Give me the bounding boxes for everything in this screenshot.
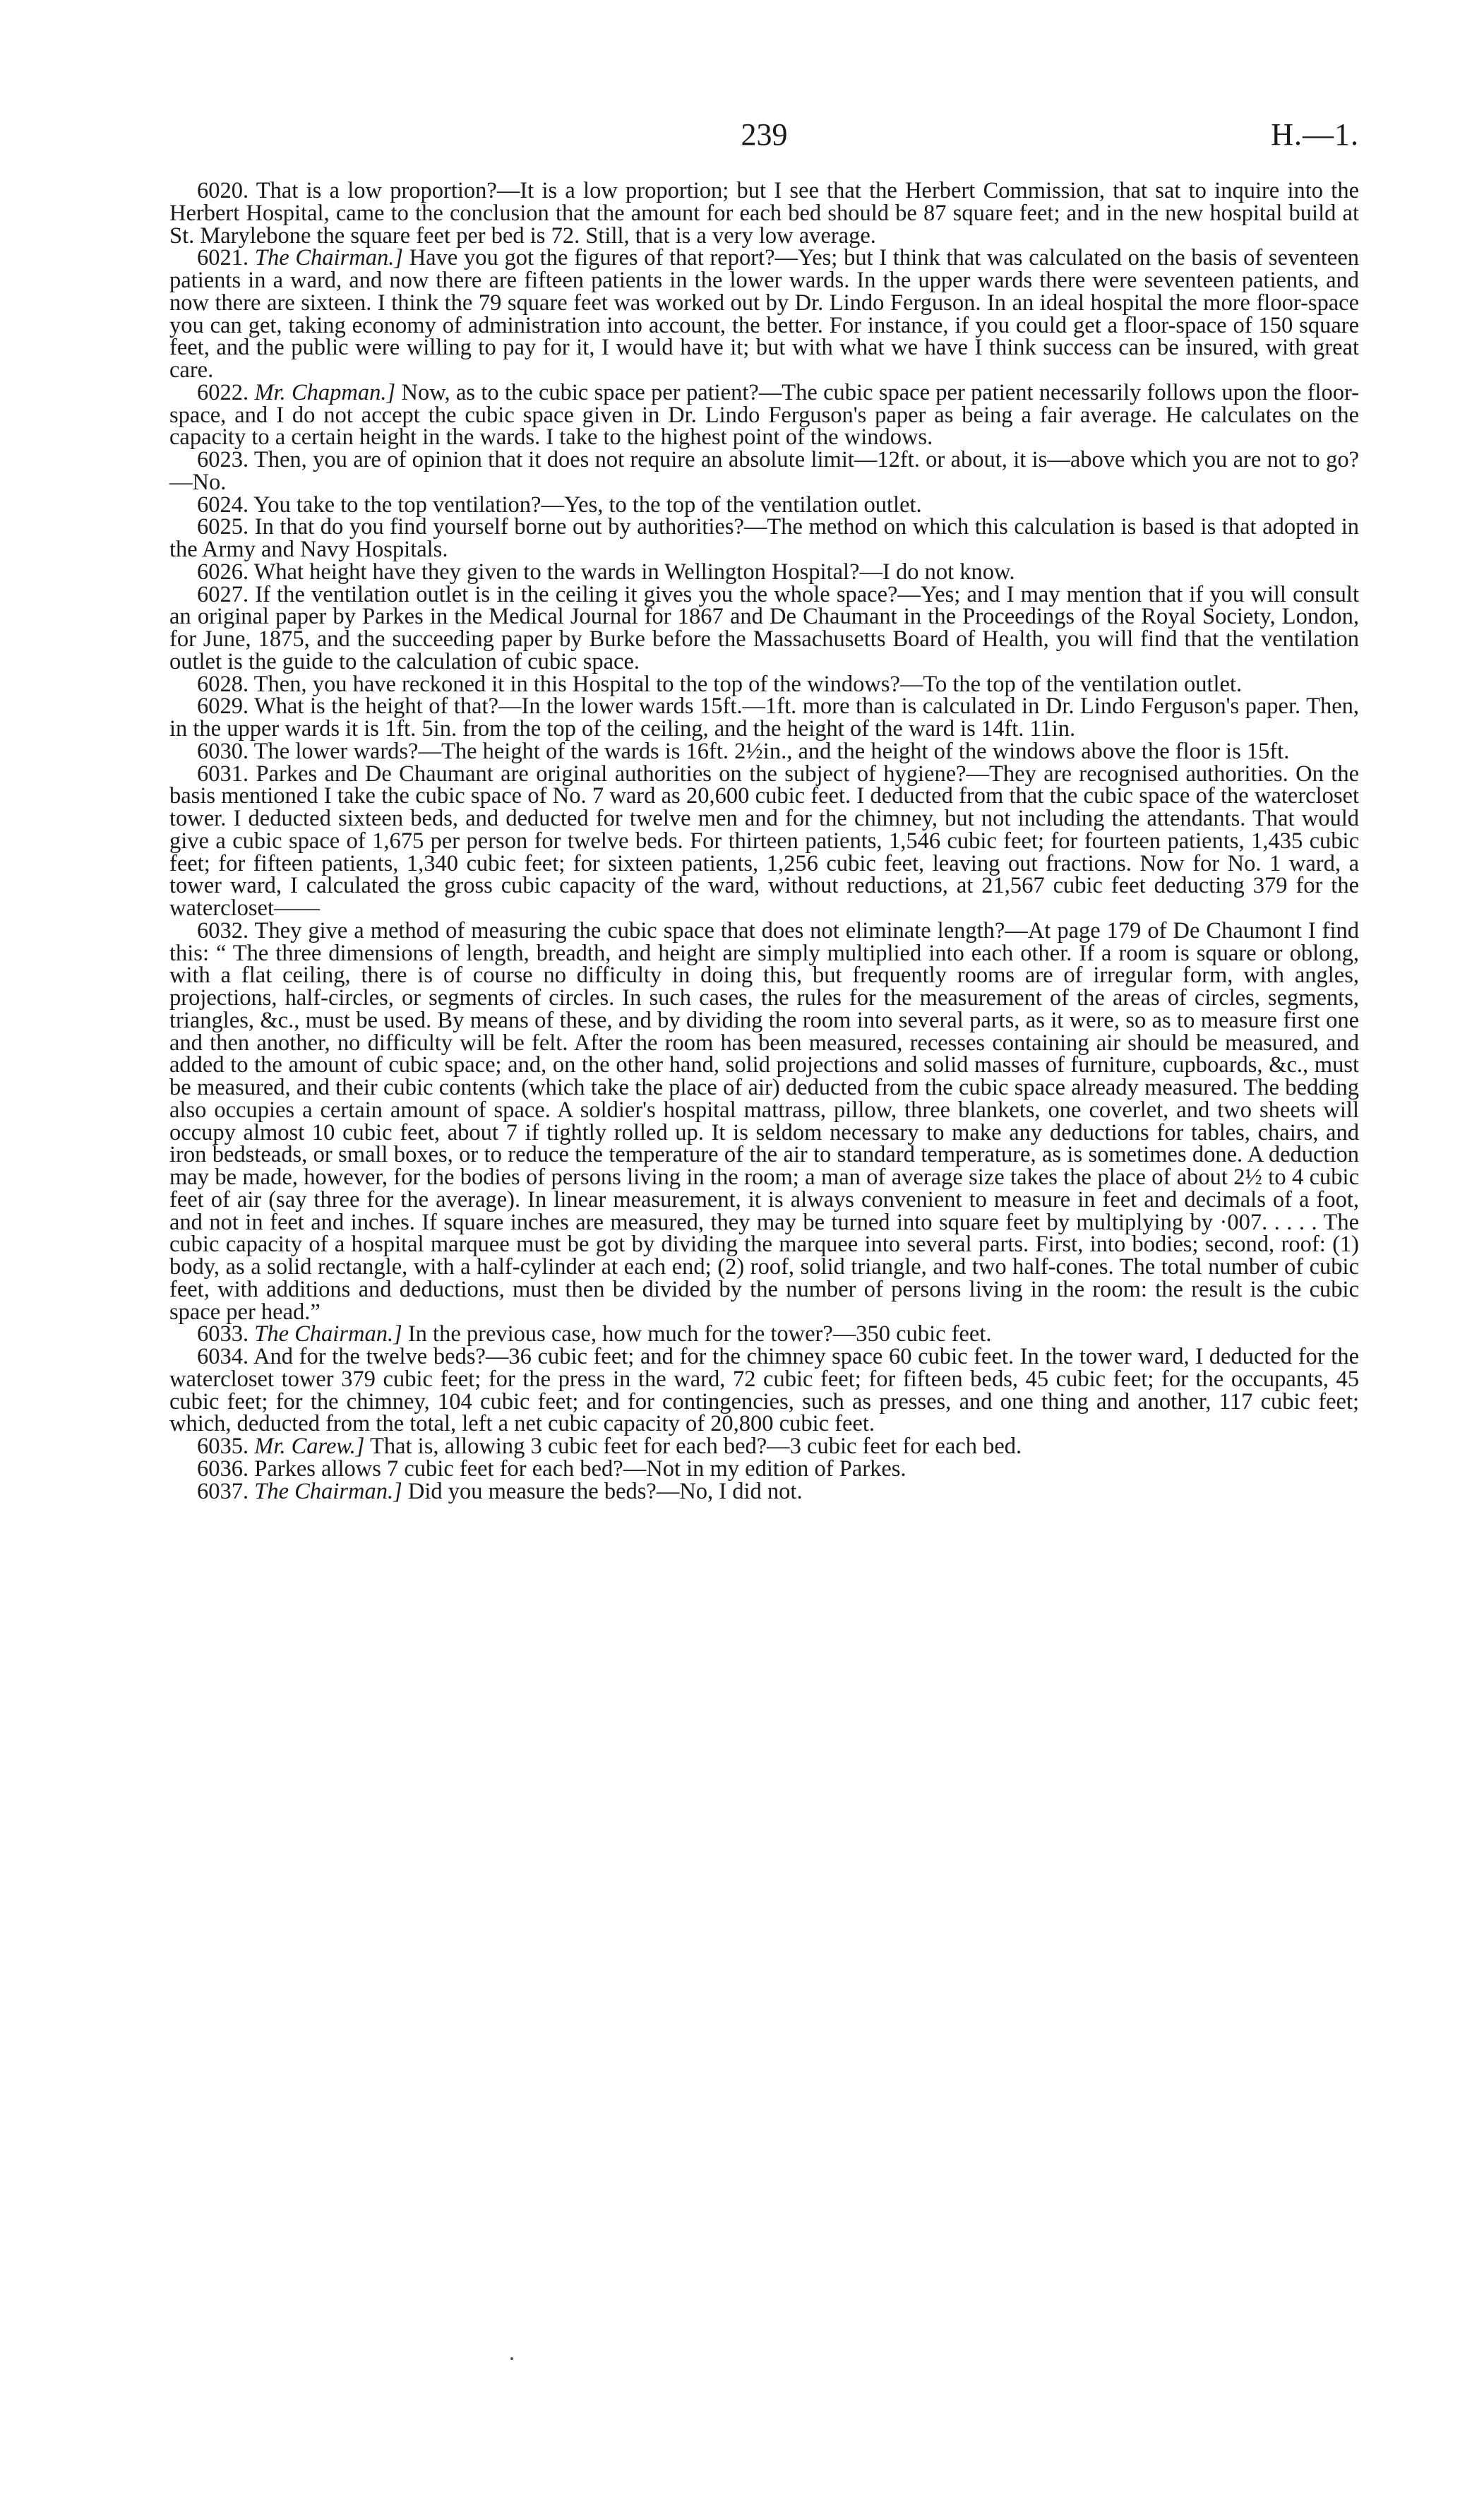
question-6022: 6022. Mr. Chapman.] Now, as to the cubic space per patient?—The cubic space per patient necessarily follows upon the floor-space, and I do not accept the cubic space given in Dr. Lindo Ferguson's paper as being a fair average. He calculates on the capacity to a certain height in the wards. I take to the highest point of the windows. bbox=[169, 379, 1360, 451]
question-6021: 6021. The Chairman.] Have you got the figures of that report?—Yes; but I think that was calculated on the basis of seventeen patients in a ward, and now there are fifteen patients in the lower wards. In the upper wards there were seventeen patients, and now there are sixteen. I think the 79 square feet was worked out by Dr. Lindo Ferguson. In an ideal hospital the more floor-space you can get, taking economy of administration into account, the better. For instance, if you could get a floor-space of 150 square feet, and the public were willing to pay for it, I would have it; but with what we have I think success can be insured, with great care. bbox=[169, 245, 1360, 383]
speaker: The Chairman.] bbox=[254, 1321, 402, 1347]
page-number: 239 bbox=[741, 117, 788, 152]
speaker: The Chairman.] bbox=[254, 245, 403, 271]
question-6034: 6034. And for the twelve beds?—36 cubic feet; and for the chimney space 60 cubic feet. In the tower ward, I deducted for the watercloset tower 379 cubic feet; for the press in the ward, 72 cubic feet; for fifteen beds, 45 cubic feet; for the occupants, 45 cubic feet; for the chimney, 104 cubic feet; and for contingencies, such as presses, and one thing and another, 117 cubic feet; which, deducted from the total, left a net cubic capacity of 20,800 cubic feet. bbox=[169, 1344, 1359, 1437]
question-6032: 6032. They give a method of measuring the cubic space that does not eliminate length?—At page 179 of De Chaumont I find this: “ The three dimensions of length, breadth, and height are simply multiplied into each other. If a room is square or oblong, with a flat ceiling, there is of course no difficulty in doing this, but frequently rooms are of irregular form, with angles, projections, half-circles, or segments of circles. In such cases, the rules for the measurement of the areas of circles, segments, triangles, &c., must be used. By means of these, and by dividing the room into several parts, as it were, so as to measure first one and then another, no difficulty will be felt. After the room has been measured, recesses containing air should be measured, and added to the amount of cubic space; and, on the other hand, solid projections and solid masses of furniture, cupboards, &c., must be measured, and their cubic contents (which take the place of air) deducted from the cubic space already measured. The bedding also occupies a certain amount of space. A soldier's hospital mattrass, pillow, three blankets, one coverlet, and two sheets will occupy almost 10 cubic feet, about 7 if tightly rolled up. It is seldom necessary to make any deductions for tables, chairs, and iron bedsteads, or small boxes, or to reduce the temperature of the air to standard temperature, as is sometimes done. A deduction may be made, however, for the bodies of persons living in the room; a man of average size takes the place of about 2½ to 4 cubic feet of air (say three for the average). In linear measurement, it is always convenient to measure in feet and decimals of a foot, and not in feet and inches. If square inches are measured, they may be turned into square feet by multiplying by ·007. . . . . The cubic capacity of a hospital marquee must be got by dividing the marquee into several parts. First, into bodies; second, roof: (1) body, as a solid rectangle, with a half-cylinder at each end; (2) roof, solid triangle, and two half-cones. The total number of cubic feet, with additions and deductions, must then be divided by the number of persons living in the room: the result is the cubic space per head.” bbox=[169, 917, 1359, 1325]
question-6033: 6033. The Chairman.] In the previous case, how much for the tower?—350 cubic feet. bbox=[197, 1321, 992, 1347]
document-reference: H.—1. bbox=[1271, 117, 1359, 152]
question-6031: 6031. Parkes and De Chaumant are original authorities on the subject of hygiene?—They are recognised authorities. On the basis mentioned I take the cubic space of No. 7 ward as 20,600 cubic feet. I deducted from that the cubic space of the watercloset tower. I deducted sixteen beds, and deducted for twelve men and for the chimney, but not including the attendants. That would give a cubic space of 1,675 per person for twelve beds. For thirteen patients, 1,546 cubic feet; for fourteen patients, 1,435 cubic feet; for fifteen patients, 1,340 cubic feet; for sixteen patients, 1,256 cubic feet, leaving out fractions. Now for No. 1 ward, a tower ward, I calculated the gross cubic capacity of the ward, without reductions, at 21,567 cubic feet deducting 379 for the watercloset—— bbox=[169, 761, 1359, 921]
question-6020: 6020. That is a low proportion?—It is a low proportion; but I see that the Herbert Commission, that sat to inquire into the Herbert Hospital, came to the conclusion that the amount for each bed should be 87 square feet; and in the new hospital build at St. Marylebone the square feet per bed is 72. Still, that is a very low average. bbox=[169, 178, 1359, 249]
question-6025: 6025. In that do you find yourself borne out by authorities?—The method on which this calculation is based is that adopted in the Army and Navy Hospitals. bbox=[169, 514, 1359, 562]
question-6037: 6037. The Chairman.] Did you measure the beds?—No, I did not. bbox=[197, 1478, 803, 1504]
question-6035: 6035. Mr. Carew.] That is, allowing 3 cubic feet for each bed?—3 cubic feet for each bed. bbox=[197, 1434, 1022, 1459]
question-6030: 6030. The lower wards?—The height of the wards is 16ft. 2½in., and the height of the windows above the floor is 15ft. bbox=[197, 738, 1290, 764]
printer-dot bbox=[510, 2357, 513, 2360]
evidence-transcript bbox=[169, 180, 1359, 1503]
question-6023: 6023. Then, you are of opinion that it does not require an absolute limit—12ft. or about, it is—above which you are not to go?—No. bbox=[169, 447, 1359, 495]
question-6027: 6027. If the ventilation outlet is in the ceiling it gives you the whole space?—Yes; and I may mention that if you will consult an original paper by Parkes in the Medical Journal for 1867 and De Chaumant in the Proceedings of the Royal Society, London, for June, 1875, and the succeeding paper by Burke before the Massachusetts Board of Health, you will find that the ventilation outlet is the guide to the calculation of cubic space. bbox=[169, 581, 1359, 674]
question-6026: 6026. What height have they given to the wards in Wellington Hospital?—I do not know. bbox=[197, 559, 1015, 585]
question-6029: 6029. What is the height of that?—In the lower wards 15ft.—1ft. more than is calculated in Dr. Lindo Ferguson's paper. Then, in the upper wards it is 1ft. 5in. from the top of the ceiling, and the height of the ward is 14ft. 11in. bbox=[169, 693, 1359, 742]
speaker: Mr. Chapman.] bbox=[254, 379, 396, 405]
document-page bbox=[169, 117, 1359, 1503]
question-6028: 6028. Then, you have reckoned it in this Hospital to the top of the windows?—To the top of the ventilation outlet. bbox=[197, 671, 1243, 697]
speaker: The Chairman.] bbox=[254, 1478, 402, 1504]
question-6036: 6036. Parkes allows 7 cubic feet for each bed?—Not in my edition of Parkes. bbox=[197, 1455, 906, 1482]
speaker: Mr. Carew.] bbox=[254, 1434, 365, 1459]
question-6024: 6024. You take to the top ventilation?—Yes, to the top of the ventilation outlet. bbox=[197, 492, 922, 518]
page-header bbox=[169, 117, 1359, 166]
